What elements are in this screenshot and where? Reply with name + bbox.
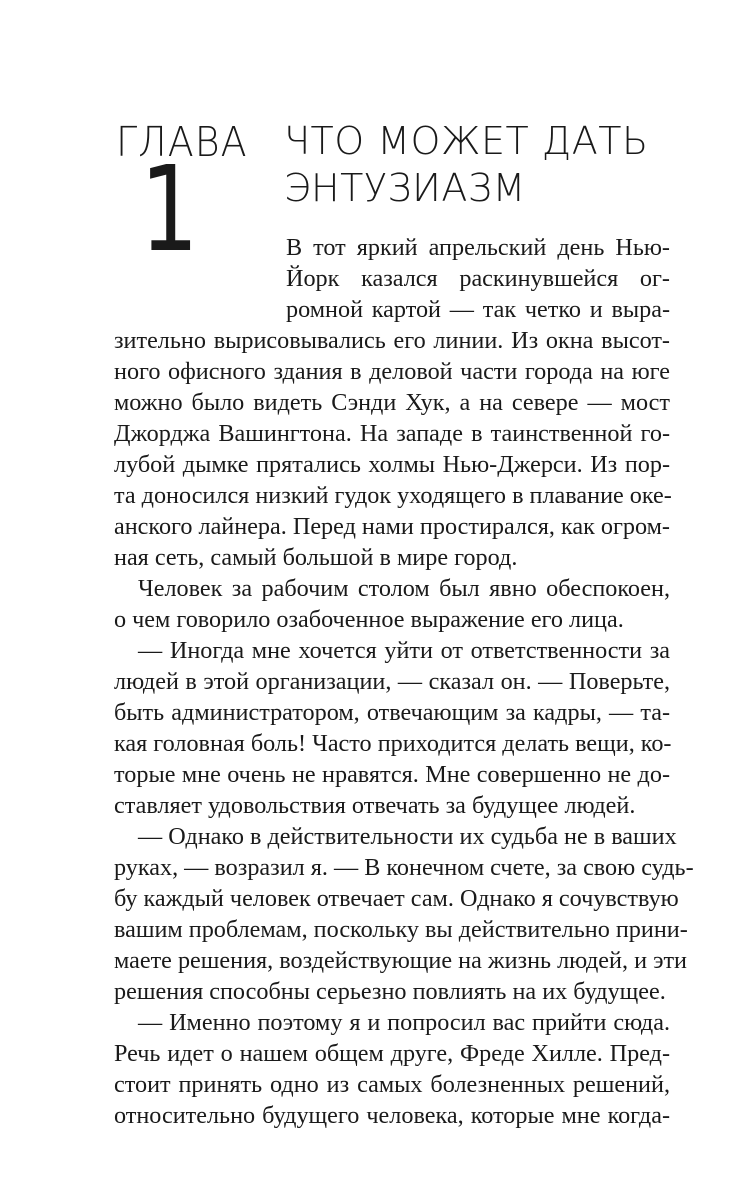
text-line: решения способны серьезно повлиять на их будущее. bbox=[114, 978, 666, 1005]
text-line: та доносился низкий гудок уходящего в плавание оке- bbox=[114, 482, 672, 509]
text-line: людей в этой организации, — сказал он. — Поверьте, bbox=[114, 668, 670, 695]
text-line: вашим проблемам, поскольку вы действительно прини- bbox=[114, 916, 688, 943]
text-line: торые мне очень не нравятся. Мне совершенно не до- bbox=[114, 761, 670, 788]
text-line: — Именно поэтому я и попросил вас прийти сюда. bbox=[138, 1009, 670, 1036]
text-line: Йорк казался раскинувшейся ог- bbox=[286, 265, 670, 292]
text-line: относительно будущего человека, которые мне когда- bbox=[114, 1102, 670, 1129]
text-line: Джорджа Вашингтона. На западе в таинственной го- bbox=[114, 420, 670, 447]
text-line: Человек за рабочим столом был явно обеспокоен, bbox=[138, 575, 670, 602]
text-line: быть администратором, отвечающим за кадры, — та- bbox=[114, 699, 670, 726]
text-line: — Однако в действительности их судьба не в ваших bbox=[138, 823, 677, 850]
text-line: маете решения, воздействующие на жизнь людей, и эти bbox=[114, 947, 687, 974]
paragraph bbox=[114, 573, 670, 635]
chapter-title-line: ЧТО МОЖЕТ ДАТЬ bbox=[284, 119, 649, 163]
text-line: можно было видеть Сэнди Хук, а на севере — мост bbox=[114, 389, 670, 416]
chapter-number: 1 bbox=[140, 140, 199, 278]
text-line: Речь идет о нашем общем друге, Фреде Хилле. Пред- bbox=[114, 1040, 670, 1067]
text-line: ромной картой — так четко и выра- bbox=[286, 296, 670, 323]
text-line: руках, — возразил я. — В конечном счете, за свою судь- bbox=[114, 854, 694, 881]
body-text bbox=[114, 232, 694, 1131]
text-line: бу каждый человек отвечает сам. Однако я сочувствую bbox=[114, 885, 679, 912]
text-line: ного офисного здания в деловой части города на юге bbox=[114, 358, 670, 385]
text-line: стоит принять одно из самых болезненных решений, bbox=[114, 1071, 670, 1098]
paragraph bbox=[114, 635, 670, 821]
paragraph bbox=[114, 232, 670, 573]
text-line: анского лайнера. Перед нами простирался, как огром- bbox=[114, 513, 670, 540]
chapter-title bbox=[284, 118, 704, 212]
paragraph bbox=[114, 1007, 670, 1131]
chapter-title-line: ЭНТУЗИАЗМ bbox=[284, 166, 526, 210]
text-line: В тот яркий апрельский день Нью- bbox=[286, 234, 670, 261]
text-line: о чем говорило озабоченное выражение его лица. bbox=[114, 606, 624, 633]
chapter-label: ГЛАВА bbox=[116, 118, 248, 166]
text-line: лубой дымке прятались холмы Нью-Джерси. Из пор- bbox=[114, 451, 670, 478]
paragraph bbox=[114, 821, 694, 1007]
text-line: ставляет удовольствия отвечать за будущее людей. bbox=[114, 792, 636, 819]
text-line: ная сеть, самый большой в мире город. bbox=[114, 544, 518, 571]
text-line: зительно вырисовывались его линии. Из окна высот- bbox=[114, 327, 670, 354]
text-line: кая головная боль! Часто приходится делать вещи, ко- bbox=[114, 730, 672, 757]
text-line: — Иногда мне хочется уйти от ответственности за bbox=[138, 637, 670, 664]
